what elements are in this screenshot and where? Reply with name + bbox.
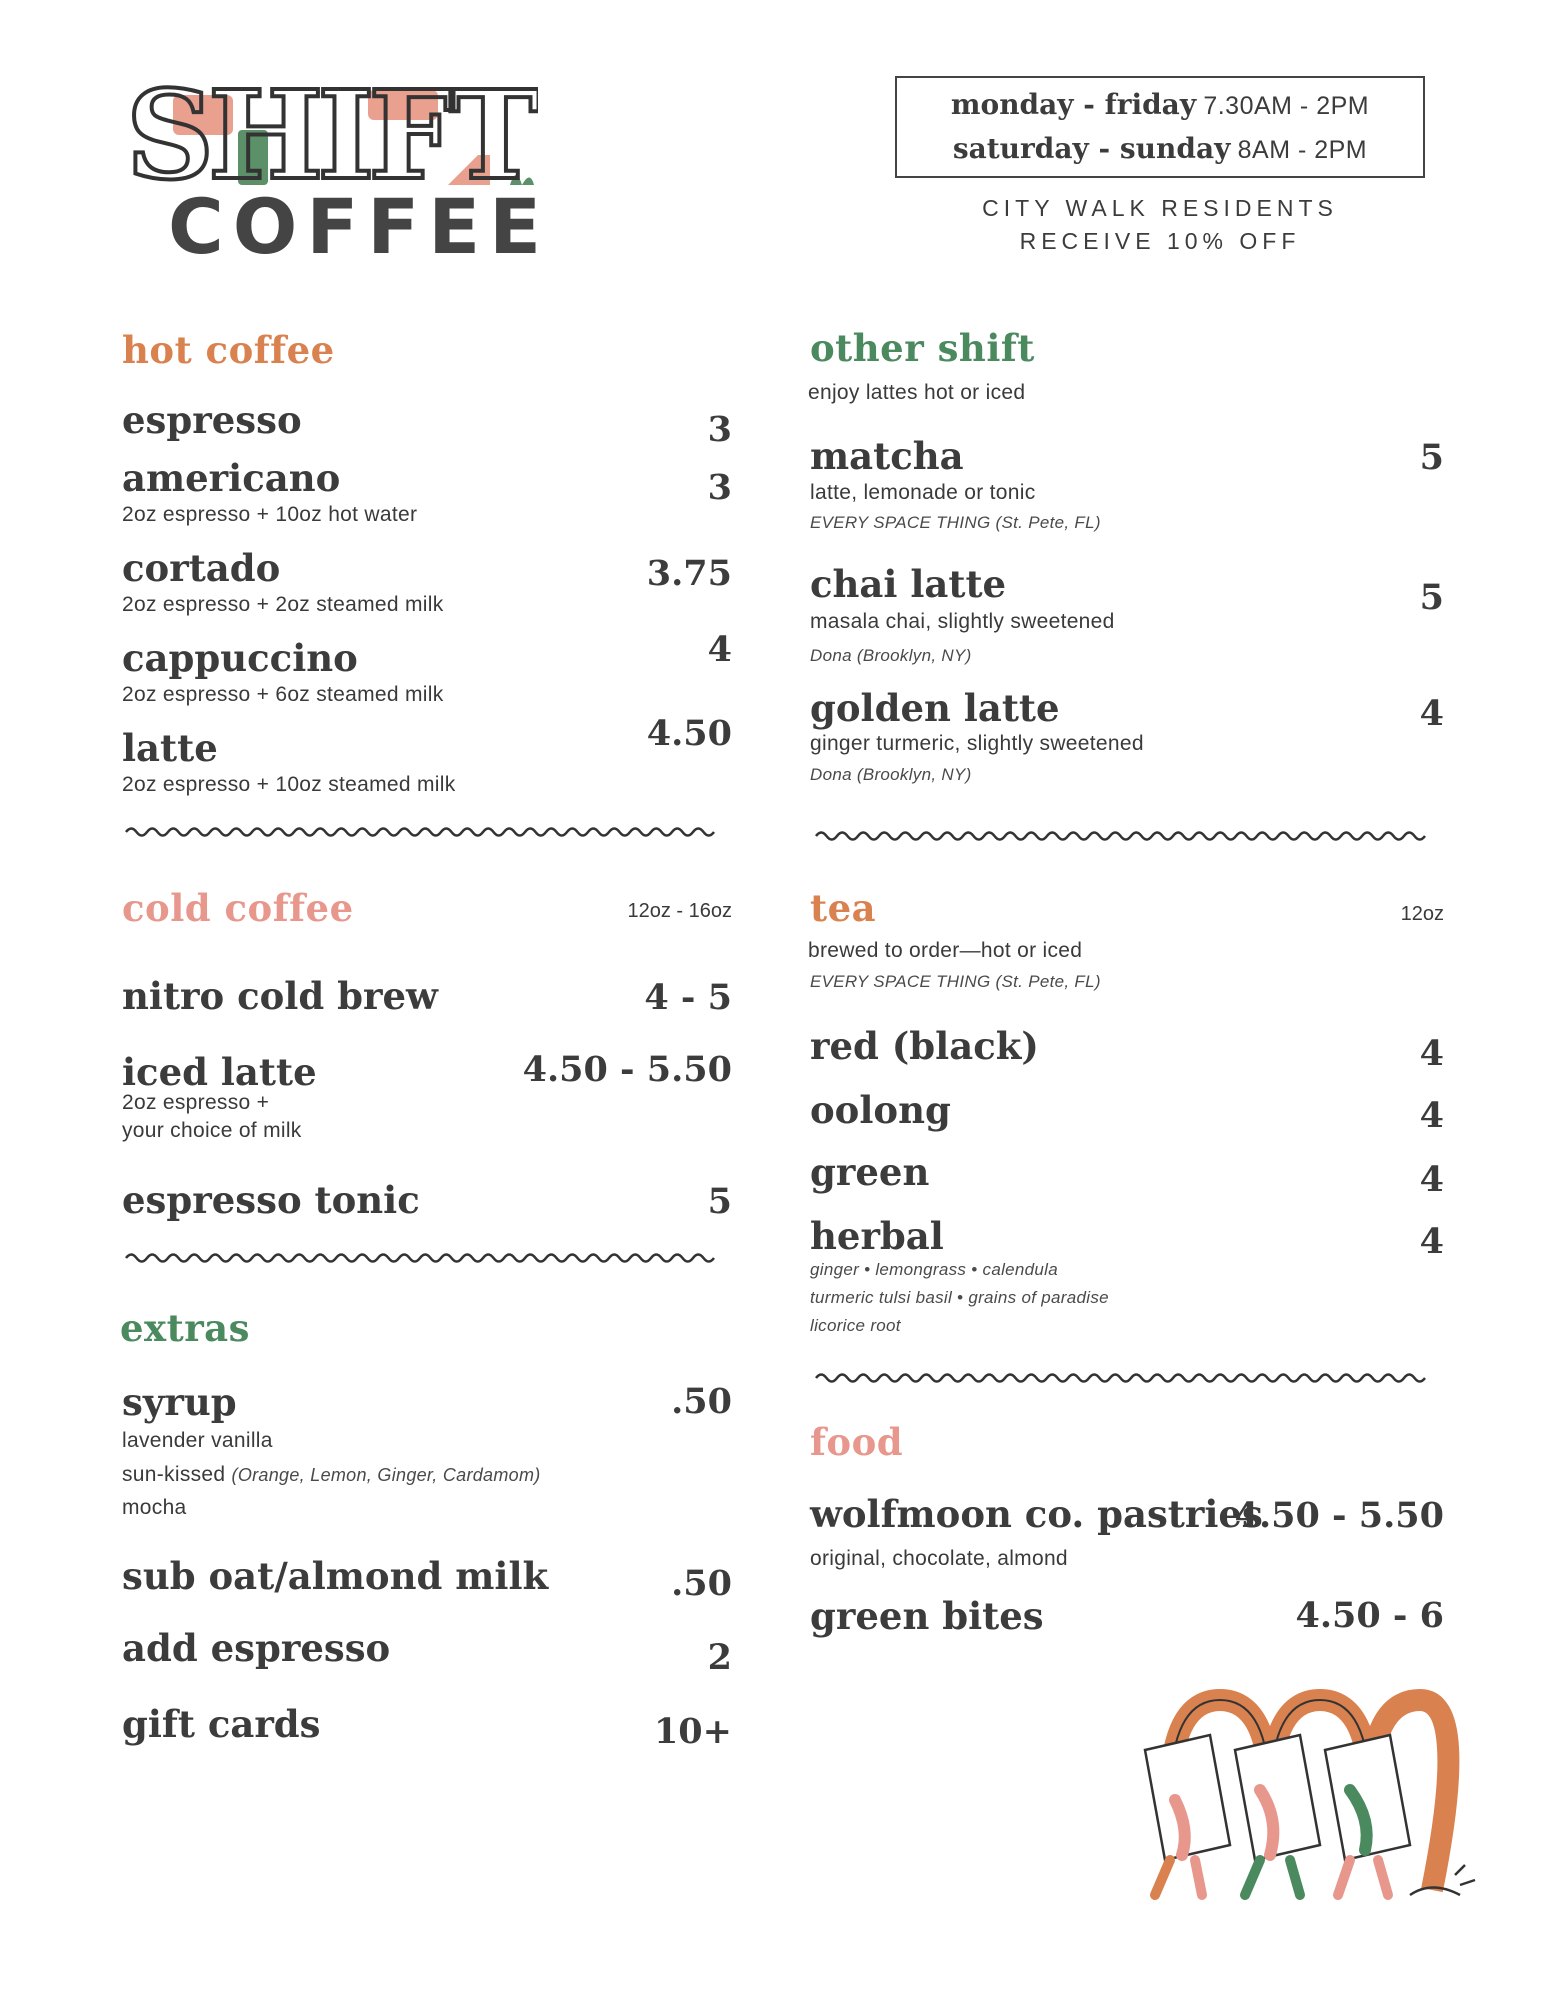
source-golden-latte: Dona (Brooklyn, NY) [810, 765, 972, 784]
herbal-notes-2: turmeric tulsi basil • grains of paradise [810, 1288, 1109, 1307]
extras-title: extras [120, 1306, 250, 1350]
hot-coffee-title: hot coffee [122, 328, 335, 372]
price-matcha: 5 [1419, 437, 1444, 478]
promo-line-2: RECEIVE 10% OFF [1019, 228, 1301, 254]
price-americano: 3 [707, 467, 732, 508]
item-cortado: cortado [122, 546, 281, 590]
item-wolfmoon-pastries: wolfmoon co. pastries [810, 1492, 1263, 1536]
desc-cappuccino: 2oz espresso + 6oz steamed milk [122, 683, 444, 706]
price-nitro-cold-brew: 4 - 5 [644, 977, 732, 1018]
syrup-option-mocha: mocha [122, 1496, 187, 1519]
hours-weekday-days: monday - friday [950, 88, 1197, 121]
item-americano: americano [122, 456, 341, 500]
item-syrup: syrup [122, 1380, 237, 1424]
food-title: food [810, 1420, 904, 1464]
promo-line-1: CITY WALK RESIDENTS [982, 195, 1338, 221]
hours-weekday [897, 88, 1423, 121]
item-sub-milk: sub oat/almond milk [122, 1554, 549, 1598]
hours-weekend [897, 132, 1423, 165]
cold-coffee-title: cold coffee [122, 886, 354, 930]
desc-latte: 2oz espresso + 10oz steamed milk [122, 773, 456, 796]
price-gift-cards: 10+ [653, 1711, 732, 1752]
wave-divider-1 [124, 822, 730, 842]
desc-cortado: 2oz espresso + 2oz steamed milk [122, 593, 444, 616]
price-cortado: 3.75 [646, 553, 732, 594]
cold-coffee-size: 12oz - 16oz [627, 900, 732, 922]
wave-divider-3 [814, 826, 1434, 846]
item-matcha: matcha [810, 434, 964, 478]
logo-bottom-text: COFFEE [168, 182, 551, 271]
item-add-espresso: add espresso [122, 1626, 391, 1670]
price-cappuccino: 4 [707, 629, 732, 670]
item-red-black: red (black) [810, 1024, 1039, 1068]
item-nitro-cold-brew: nitro cold brew [122, 974, 438, 1018]
source-chai-latte: Dona (Brooklyn, NY) [810, 646, 972, 665]
item-espresso-tonic: espresso tonic [122, 1178, 420, 1222]
item-espresso: espresso [122, 398, 302, 442]
wave-divider-4 [814, 1368, 1434, 1388]
item-green: green [810, 1150, 930, 1194]
syrup-sunkissed-label: sun-kissed [122, 1463, 226, 1486]
desc-wolfmoon-pastries: original, chocolate, almond [810, 1547, 1068, 1570]
price-add-espresso: 2 [707, 1637, 732, 1678]
price-iced-latte: 4.50 - 5.50 [522, 1049, 732, 1090]
tea-source: EVERY SPACE THING (St. Pete, FL) [810, 972, 1101, 991]
price-latte: 4.50 [646, 713, 732, 754]
item-latte: latte [122, 726, 218, 770]
tea-subtitle: brewed to order—hot or iced [808, 939, 1083, 962]
desc-chai-latte: masala chai, slightly sweetened [810, 610, 1115, 633]
herbal-notes-1: ginger • lemongrass • calendula [810, 1260, 1059, 1279]
item-gift-cards: gift cards [122, 1702, 321, 1746]
price-syrup: .50 [671, 1381, 732, 1422]
wave-divider-2 [124, 1248, 730, 1268]
price-espresso-tonic: 5 [707, 1181, 732, 1222]
price-wolfmoon-pastries: 4.50 - 5.50 [1234, 1495, 1444, 1536]
other-shift-subtitle: enjoy lattes hot or iced [808, 381, 1026, 404]
walking-cups-illustration [1110, 1680, 1490, 1910]
price-green: 4 [1419, 1159, 1444, 1200]
item-herbal: herbal [810, 1214, 944, 1258]
desc-iced-latte-2: your choice of milk [122, 1119, 302, 1142]
other-shift-title: other shift [810, 326, 1035, 370]
desc-matcha: latte, lemonade or tonic [810, 481, 1036, 504]
logo-top-text: SHIFT [126, 70, 534, 190]
hours-box [895, 76, 1425, 178]
syrup-sunkissed-note: (Orange, Lemon, Ginger, Cardamom) [231, 1465, 541, 1485]
item-iced-latte: iced latte [122, 1050, 317, 1094]
desc-golden-latte: ginger turmeric, slightly sweetened [810, 732, 1144, 755]
price-sub-milk: .50 [671, 1563, 732, 1604]
hours-weekday-time: 7.30AM - 2PM [1203, 92, 1370, 120]
item-green-bites: green bites [810, 1594, 1044, 1638]
herbal-notes-3: licorice root [810, 1316, 901, 1335]
price-espresso: 3 [707, 409, 732, 450]
price-herbal: 4 [1419, 1221, 1444, 1262]
price-red-black: 4 [1419, 1033, 1444, 1074]
item-cappuccino: cappuccino [122, 636, 358, 680]
hours-weekend-days: saturday - sunday [952, 132, 1231, 165]
shift-logo-icon [118, 70, 538, 190]
item-chai-latte: chai latte [810, 562, 1007, 606]
syrup-option-lavender: lavender vanilla [122, 1429, 273, 1452]
desc-americano: 2oz espresso + 10oz hot water [122, 503, 418, 526]
price-green-bites: 4.50 - 6 [1295, 1595, 1444, 1636]
price-golden-latte: 4 [1419, 693, 1444, 734]
tea-size: 12oz [1400, 903, 1444, 925]
source-matcha: EVERY SPACE THING (St. Pete, FL) [810, 513, 1101, 532]
hours-weekend-time: 8AM - 2PM [1237, 136, 1368, 164]
item-golden-latte: golden latte [810, 686, 1060, 730]
shift-coffee-logo [118, 70, 551, 271]
syrup-option-sunkissed [122, 1461, 541, 1490]
price-chai-latte: 5 [1419, 577, 1444, 618]
desc-iced-latte-1: 2oz espresso + [122, 1091, 270, 1114]
tea-title: tea [810, 886, 877, 930]
item-oolong: oolong [810, 1088, 951, 1132]
price-oolong: 4 [1419, 1095, 1444, 1136]
